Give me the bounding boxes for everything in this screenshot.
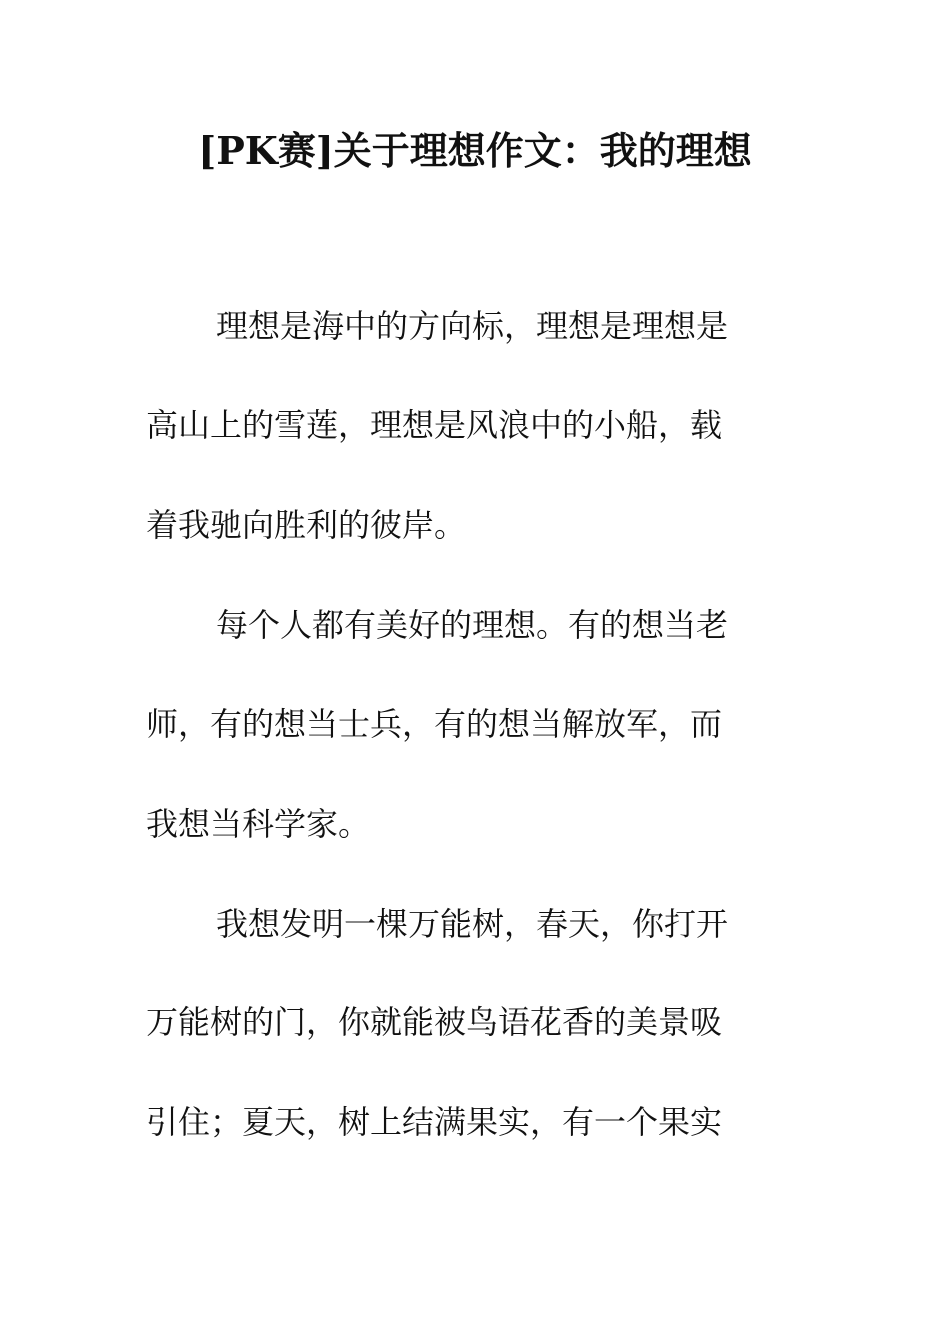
paragraph-2-line-3: 我想当科学家。 xyxy=(146,805,371,843)
paragraph-1-line-1: 理想是海中的方向标，理想是理想是 xyxy=(216,307,729,345)
paragraph-3-line-3: 引住；夏天，树上结满果实，有一个果实 xyxy=(146,1103,723,1141)
paragraph-3-line-2: 万能树的门，你就能被鸟语花香的美景吸 xyxy=(146,1003,723,1041)
paragraph-3-line-1: 我想发明一棵万能树，春天，你打开 xyxy=(216,905,729,943)
paragraph-1-line-2: 高山上的雪莲，理想是风浪中的小船，载 xyxy=(146,406,723,444)
document-title: [PK赛]关于理想作文：我的理想 xyxy=(198,128,752,173)
paragraph-2-line-1: 每个人都有美好的理想。有的想当老 xyxy=(216,606,729,644)
paragraph-1-line-3: 着我驰向胜利的彼岸。 xyxy=(146,506,467,544)
paragraph-2-line-2: 师，有的想当士兵，有的想当解放军，而 xyxy=(146,705,723,743)
